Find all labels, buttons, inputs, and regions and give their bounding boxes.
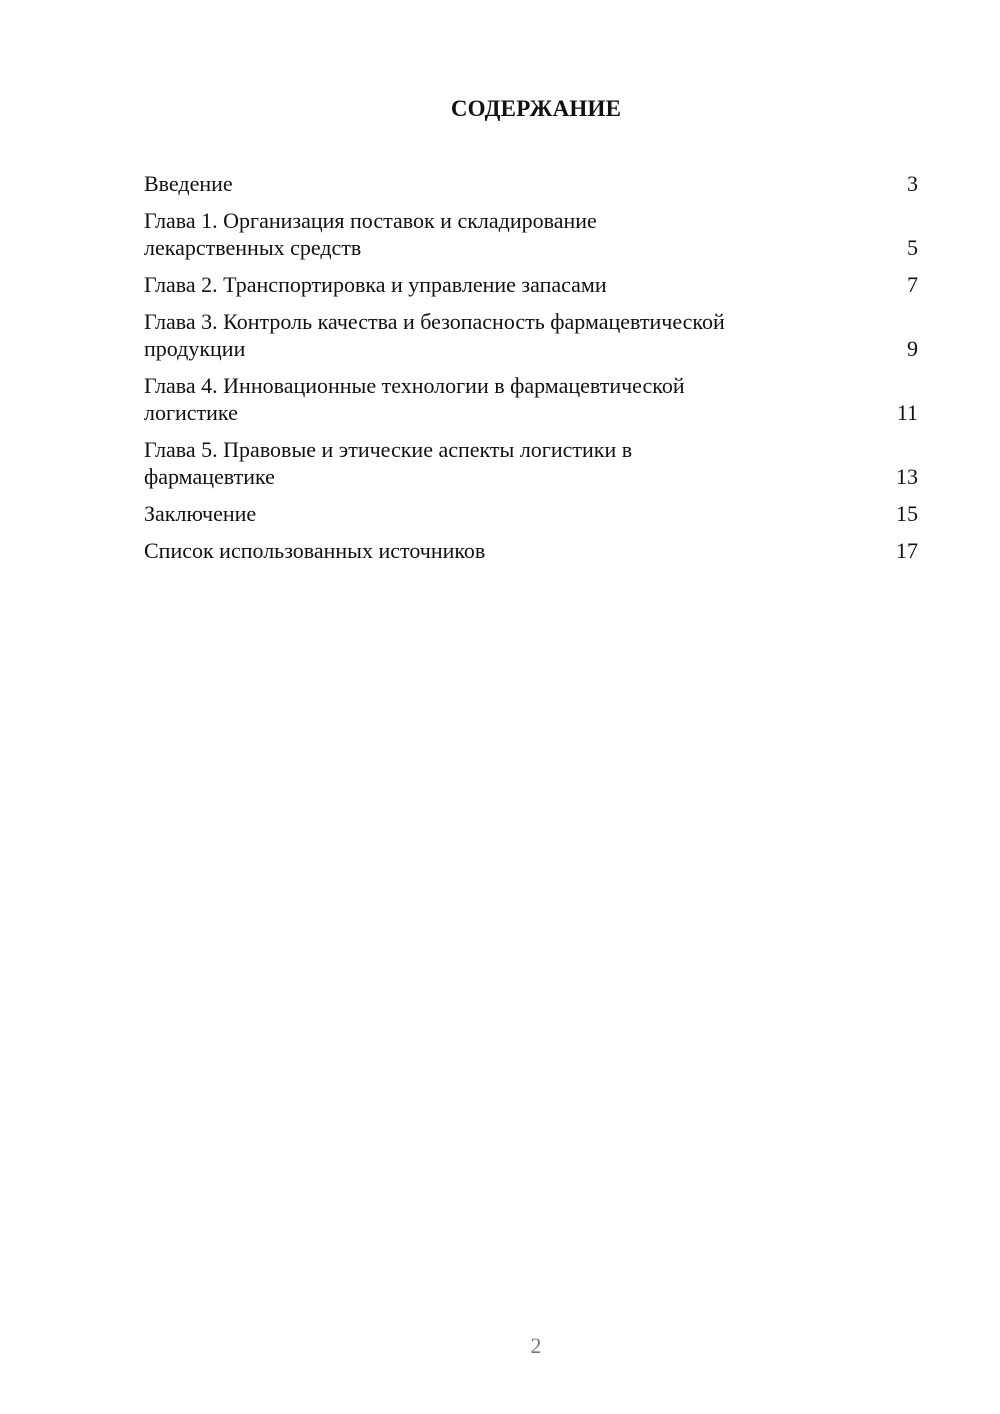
toc-entry-title: Глава 3. Контроль качества и безопасность фармацевтической продукции (144, 309, 725, 361)
toc-entry-page: 13 (896, 464, 918, 489)
toc-entry-title: Глава 1. Организация поставок и складирование лекарственных средств (144, 208, 597, 260)
toc-entry-page: 7 (907, 272, 918, 297)
toc-entry-title: Список использованных источников (144, 538, 486, 563)
page-title: СОДЕРЖАНИЕ (450, 96, 622, 121)
toc-entry-page: 11 (896, 400, 918, 425)
toc-entry-title: Глава 2. Транспортировка и управление запасами (144, 272, 607, 297)
toc-entry-chapter-5 (144, 436, 918, 490)
toc-entry-title: Заключение (144, 501, 257, 526)
toc-entry-chapter-3 (144, 308, 918, 362)
toc-entry-title: Введение (144, 171, 233, 196)
toc-entry-page: 15 (896, 501, 918, 526)
table-of-contents (144, 170, 918, 574)
toc-entry-conclusion (144, 500, 918, 527)
toc-entry-title: Глава 5. Правовые и этические аспекты логистики в фармацевтике (144, 437, 633, 489)
toc-entry-page: 9 (907, 336, 918, 361)
toc-entry-chapter-1 (144, 207, 918, 261)
toc-entry-chapter-2 (144, 271, 918, 298)
toc-entry-references (144, 537, 918, 564)
toc-entry-page: 17 (896, 538, 918, 563)
toc-entry-title: Глава 4. Инновационные технологии в фармацевтической логистике (144, 373, 685, 425)
toc-entry-page: 5 (907, 235, 918, 260)
toc-entry-introduction (144, 170, 918, 197)
page-number: 2 (530, 1333, 542, 1358)
toc-entry-page: 3 (907, 171, 918, 196)
toc-entry-chapter-4 (144, 372, 918, 426)
